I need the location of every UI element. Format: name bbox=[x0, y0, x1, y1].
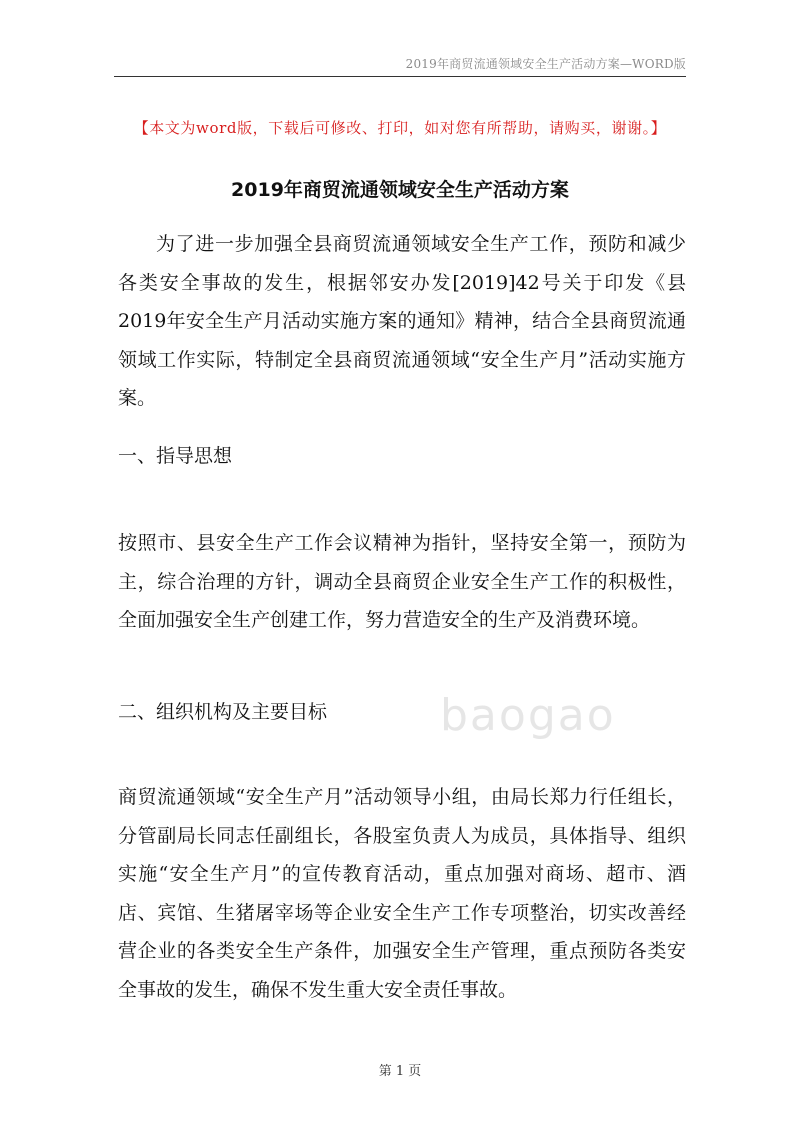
section-body-guiding-ideology: 按照市、县安全生产工作会议精神为指针，坚持安全第一，预防为主，综合治理的方针，调动全县商贸企业安全生产工作的积极性，全面加强安全生产创建工作，努力营造安全的生产及消费环境。 bbox=[118, 532, 686, 632]
section-heading-organization: 二、组织机构及主要目标 bbox=[118, 701, 328, 723]
watermark: baogao bbox=[440, 690, 616, 741]
section-heading-guiding-ideology: 一、指导思想 bbox=[118, 445, 233, 467]
document-title: 2019年商贸流通领域安全生产活动方案 bbox=[231, 179, 569, 201]
page-number: 第 1 页 bbox=[378, 1064, 422, 1079]
header-divider bbox=[114, 76, 686, 77]
intro-paragraph: 为了进一步加强全县商贸流通领域安全生产工作，预防和减少各类安全事故的发生，根据邻安办发[2019]42号关于印发《县2019年安全生产月活动实施方案的通知》精神，结合全县商贸流通领域工作实际，特制定全县商贸流通领域“安全生产月”活动实施方案。 bbox=[118, 233, 686, 410]
download-notice: 【本文为word版，下载后可修改、打印，如对您有所帮助，请购买，谢谢。】 bbox=[133, 119, 667, 137]
section-body-organization: 商贸流通领域“安全生产月”活动领导小组，由局长郑力行任组长，分管副局长同志任副组长，各股室负责人为成员，具体指导、组织实施“安全生产月”的宣传教育活动，重点加强对商场、超市、酒店、宾馆、生猪屠宰场等企业安全生产工作专项整治，切实改善经营企业的各类安全生产条件，加强安全生产管理，重点预防各类安全事故的发生，确保不发生重大安全责任事故。 bbox=[118, 786, 686, 1001]
running-header: 2019年商贸流通领域安全生产活动方案—WORD版 bbox=[405, 57, 686, 71]
